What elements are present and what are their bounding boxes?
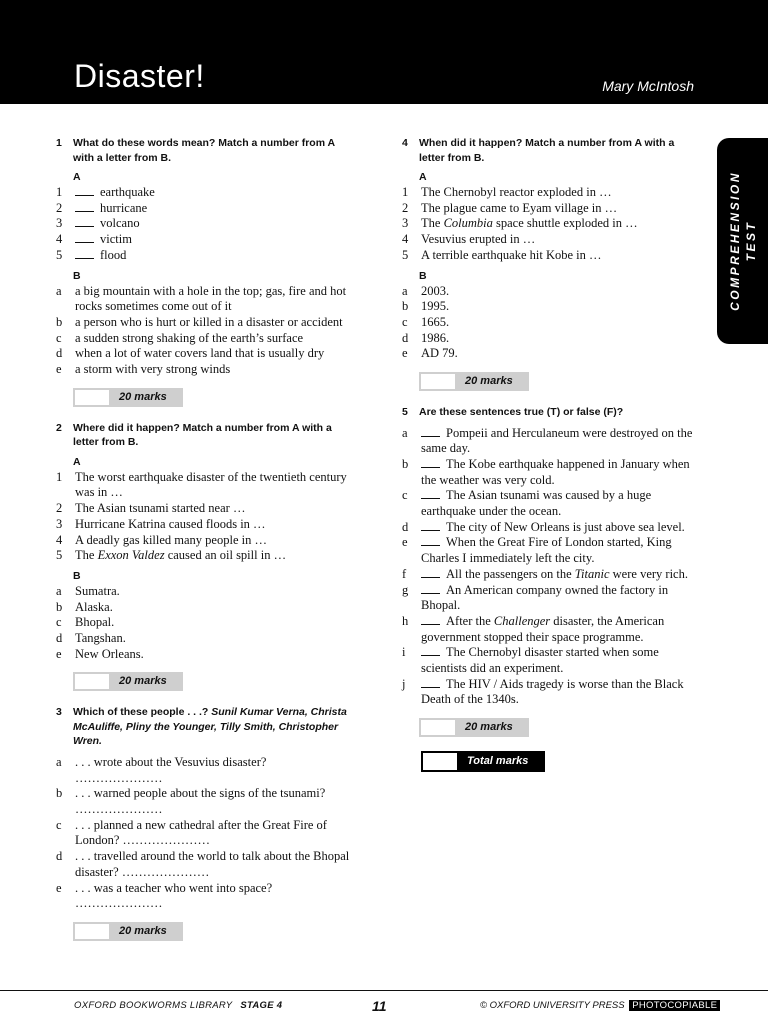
- list-item: [402, 645, 702, 676]
- item-text: [75, 533, 356, 549]
- item-text: [75, 284, 356, 315]
- item-body: All the passengers on the: [446, 566, 575, 581]
- item-text: [75, 786, 356, 817]
- q1-list-a: [56, 185, 356, 264]
- list-item: [402, 488, 702, 519]
- item-text: [75, 501, 356, 517]
- item-key: d: [402, 330, 409, 345]
- item-body: Bhopal.: [75, 615, 115, 630]
- item-body: Vesuvius erupted in …: [421, 232, 536, 247]
- answer-blank[interactable]: [75, 217, 94, 227]
- item-key: a: [56, 283, 62, 298]
- item-key: b: [402, 456, 409, 471]
- item-key: c: [56, 615, 62, 630]
- answer-blank[interactable]: [421, 646, 440, 656]
- marks-label: 20 marks: [119, 390, 167, 403]
- question-3: [56, 705, 356, 749]
- item-text: [75, 315, 356, 331]
- item-text: [75, 470, 356, 501]
- marks-box: [419, 372, 529, 391]
- item-body: New Orleans.: [75, 646, 144, 661]
- q4-list-b: [402, 284, 702, 363]
- item-key: d: [56, 631, 63, 646]
- q2-list-a: [56, 470, 356, 564]
- question-number: 5: [402, 406, 408, 419]
- item-body: . . . warned people about the signs of the tsunami? …………………: [75, 786, 326, 817]
- stage-label: STAGE 4: [240, 1000, 283, 1011]
- item-body: The Chernobyl disaster started when some scientists did an experiment.: [421, 645, 659, 676]
- item-text: [421, 201, 702, 217]
- item-body: When the Great Fire of London started, King Charles I immediately left the city.: [421, 535, 672, 566]
- q2-list-b: [56, 584, 356, 663]
- item-text: [421, 299, 702, 315]
- item-text: [75, 216, 356, 232]
- marks-entry-field[interactable]: [75, 924, 109, 939]
- item-key: c: [402, 314, 408, 329]
- answer-blank[interactable]: [75, 233, 94, 243]
- question-5: [402, 405, 702, 420]
- item-text: [421, 520, 702, 536]
- item-text: [75, 331, 356, 347]
- footer-series: [74, 1000, 282, 1011]
- item-body: . . . planned a new cathedral after the Great Fire of London? …………………: [75, 817, 327, 848]
- list-a-label: A: [73, 171, 81, 183]
- marks-box: [73, 922, 183, 941]
- list-item: [56, 284, 356, 315]
- author-name: Mary McIntosh: [602, 78, 694, 94]
- question-text: Where did it happen? Match a number from A with a letter from B.: [73, 421, 332, 449]
- item-key: a: [56, 754, 62, 769]
- answer-blank[interactable]: [421, 568, 440, 578]
- marks-box: [73, 672, 183, 691]
- item-body: . . . was a teacher who went into space? …………………: [75, 880, 273, 911]
- list-item: [402, 535, 702, 566]
- item-text: [75, 849, 356, 880]
- list-item: [402, 346, 702, 362]
- q1-list-b: [56, 284, 356, 378]
- marks-label: 20 marks: [119, 675, 167, 688]
- item-body: Alaska.: [75, 599, 113, 614]
- item-key: b: [402, 299, 409, 314]
- item-text: [421, 567, 702, 583]
- total-marks-label: Total marks: [467, 755, 529, 768]
- item-body: were very rich.: [609, 566, 688, 581]
- item-body: A terrible earthquake hit Kobe in …: [421, 247, 602, 262]
- item-key: e: [402, 346, 408, 361]
- item-text: [421, 216, 702, 232]
- item-key: 3: [56, 516, 63, 531]
- answer-blank[interactable]: [421, 536, 440, 546]
- answer-blank[interactable]: [421, 584, 440, 594]
- total-marks-box: [421, 751, 545, 772]
- list-a-label: A: [73, 455, 81, 468]
- marks-box: [73, 388, 183, 407]
- item-key: b: [56, 786, 63, 801]
- item-text: [421, 185, 702, 201]
- item-text: [75, 584, 356, 600]
- question-4: [402, 136, 702, 165]
- list-item: [56, 346, 356, 362]
- list-item: [56, 362, 356, 378]
- list-item: [56, 600, 356, 616]
- list-item: [402, 216, 702, 232]
- list-item: [56, 631, 356, 647]
- item-text: [421, 315, 702, 331]
- item-body: Hurricane Katrina caused floods in …: [75, 516, 266, 531]
- photocopiable-badge: PHOTOCOPIABLE: [629, 1000, 720, 1011]
- list-item: [56, 315, 356, 331]
- q4-list-a: [402, 185, 702, 264]
- item-key: i: [402, 645, 406, 660]
- item-text: [421, 331, 702, 347]
- answer-blank[interactable]: [75, 186, 94, 196]
- answer-blank[interactable]: [75, 202, 94, 212]
- marks-entry-field[interactable]: [421, 374, 455, 389]
- marks-box: [419, 718, 529, 737]
- marks-label: 20 marks: [119, 925, 167, 937]
- item-body: The Chernobyl reactor exploded in …: [421, 185, 612, 199]
- item-text: [75, 232, 356, 248]
- item-text: [421, 488, 702, 519]
- page-number: 11: [372, 998, 387, 1014]
- item-text: [421, 457, 702, 488]
- list-item: [402, 677, 702, 708]
- item-key: e: [56, 880, 62, 895]
- people-names: Sunil Kumar Verna, Christa McAuliffe, Pliny the Younger, Tilly Smith, Christopher Wren.: [73, 706, 347, 748]
- item-key: e: [56, 362, 62, 377]
- item-text: [421, 614, 702, 645]
- list-item: [56, 232, 356, 248]
- question-number: 1: [56, 137, 62, 149]
- item-text: [75, 362, 356, 378]
- item-body: AD 79.: [421, 346, 458, 361]
- list-item: [56, 533, 356, 549]
- list-item: [56, 786, 356, 817]
- question-text: When did it happen? Match a number from A with a letter from B.: [419, 137, 675, 164]
- item-text: [75, 631, 356, 647]
- item-body: A deadly gas killed many people in …: [75, 532, 267, 547]
- item-body: The city of New Orleans is just above sea level.: [446, 519, 685, 534]
- item-body: Pompeii and Herculaneum were destroyed on the same day.: [421, 425, 693, 456]
- tab-line-1: COMPREHENSION: [727, 171, 742, 311]
- item-text: [421, 583, 702, 614]
- item-key: 5: [56, 548, 63, 563]
- item-body: The HIV / Aids tragedy is worse than the Black Death of the 1340s.: [421, 676, 684, 707]
- list-item: [56, 849, 356, 880]
- item-key: 2: [56, 501, 63, 516]
- list-item: [56, 248, 356, 264]
- item-key: 2: [402, 200, 409, 215]
- item-text: [421, 426, 702, 457]
- item-body: flood: [100, 247, 127, 262]
- item-key: 5: [56, 247, 63, 262]
- item-key: e: [402, 535, 408, 550]
- list-item: [402, 614, 702, 645]
- question-1: [56, 136, 356, 165]
- item-body: Sumatra.: [75, 583, 120, 598]
- list-item: [402, 520, 702, 536]
- answer-blank[interactable]: [421, 521, 440, 531]
- item-body: 1995.: [421, 299, 450, 314]
- item-body: a person who is hurt or killed in a disaster or accident: [75, 314, 343, 329]
- marks-label: 20 marks: [465, 375, 513, 388]
- list-item: [56, 470, 356, 501]
- list-a-label: A: [419, 171, 427, 183]
- item-body: caused an oil spill in …: [164, 548, 287, 563]
- item-key: 1: [56, 469, 63, 484]
- item-body: victim: [100, 232, 132, 247]
- answer-blank[interactable]: [421, 458, 440, 468]
- series-name: OXFORD BOOKWORMS LIBRARY: [74, 1000, 233, 1011]
- marks-label: 20 marks: [465, 721, 513, 734]
- footer-publisher: [480, 1000, 720, 1011]
- left-column: [56, 136, 356, 955]
- item-key: 3: [56, 216, 63, 231]
- item-body: space shuttle exploded in …: [492, 216, 638, 231]
- item-key: d: [56, 849, 63, 864]
- list-item: [402, 248, 702, 264]
- item-italic: Columbia: [443, 216, 493, 231]
- item-body: The: [421, 216, 444, 231]
- item-key: 5: [402, 247, 409, 262]
- item-text: [75, 600, 356, 616]
- list-item: [56, 517, 356, 533]
- list-item: [402, 299, 702, 315]
- item-text: [75, 881, 356, 912]
- question-text: [73, 705, 356, 749]
- list-item: [56, 331, 356, 347]
- item-text: [421, 346, 702, 362]
- item-key: c: [402, 488, 408, 503]
- item-body: After the: [446, 613, 494, 628]
- question-number: 3: [56, 706, 62, 719]
- item-body: a big mountain with a hole in the top; gas, fire and hot rocks sometimes come out of it: [75, 283, 347, 314]
- item-key: 2: [56, 200, 63, 215]
- list-item: [56, 818, 356, 849]
- list-item: [402, 201, 702, 217]
- answer-blank[interactable]: [421, 427, 440, 437]
- item-body: The plague came to Eyam village in …: [421, 200, 618, 215]
- item-body: The Kobe earthquake happened in January when the weather was very cold.: [421, 456, 690, 487]
- item-italic: Titanic: [574, 566, 610, 581]
- list-b-label: B: [73, 569, 81, 582]
- list-item: [402, 232, 702, 248]
- item-text: [75, 647, 356, 663]
- item-text: [75, 201, 356, 217]
- question-number: 4: [402, 137, 408, 149]
- item-text: [421, 248, 702, 264]
- list-item: [56, 185, 356, 201]
- item-text: [75, 615, 356, 631]
- item-body: An American company owned the factory in Bhopal.: [421, 582, 669, 613]
- item-body: The worst earthquake disaster of the twentieth century was in …: [75, 469, 347, 500]
- item-key: 4: [56, 532, 63, 547]
- list-item: [402, 331, 702, 347]
- list-item: [402, 567, 702, 583]
- item-body: disaster, the American government stopped their space programme.: [421, 613, 665, 644]
- right-column: [402, 136, 702, 772]
- list-item: [402, 284, 702, 300]
- q5-list: [402, 426, 702, 709]
- item-body: earthquake: [100, 185, 155, 199]
- page-title: Disaster!: [74, 58, 205, 94]
- item-key: d: [402, 519, 409, 534]
- marks-entry-field[interactable]: [75, 674, 109, 689]
- question-text: What do these words mean? Match a number from A with a letter from B.: [73, 137, 335, 164]
- list-item: [402, 583, 702, 614]
- list-item: [56, 216, 356, 232]
- item-body: The Asian tsunami was caused by a huge earthquake under the ocean.: [421, 488, 652, 519]
- comprehension-test-tab: [717, 138, 768, 344]
- list-item: [56, 201, 356, 217]
- item-body: a sudden strong shaking of the earth’s surface: [75, 330, 304, 345]
- item-key: a: [402, 283, 408, 298]
- question-text: Are these sentences true (T) or false (F)?: [419, 406, 624, 419]
- answer-blank[interactable]: [75, 249, 94, 259]
- question-2: [56, 421, 356, 450]
- item-key: 4: [402, 232, 409, 247]
- item-key: g: [402, 582, 409, 597]
- list-item: [402, 426, 702, 457]
- item-body: The: [75, 548, 98, 563]
- marks-entry-field[interactable]: [421, 720, 455, 735]
- marks-entry-field[interactable]: [75, 390, 109, 405]
- item-body: Tangshan.: [75, 631, 126, 646]
- item-body: a storm with very strong winds: [75, 362, 231, 377]
- list-item: [402, 315, 702, 331]
- item-key: b: [56, 599, 63, 614]
- item-text: [421, 535, 702, 566]
- item-italic: Challenger: [493, 613, 551, 628]
- item-body: 1665.: [421, 314, 450, 329]
- question-number: 2: [56, 421, 62, 434]
- item-key: 3: [402, 216, 409, 231]
- item-text: [75, 346, 356, 362]
- item-body: when a lot of water covers land that is usually dry: [75, 346, 325, 361]
- item-key: h: [402, 613, 409, 628]
- item-text: [75, 248, 356, 264]
- item-key: c: [56, 330, 62, 345]
- publisher-name: © OXFORD UNIVERSITY PRESS: [480, 1000, 625, 1011]
- list-item: [56, 647, 356, 663]
- list-item: [56, 755, 356, 786]
- answer-blank[interactable]: [421, 678, 440, 688]
- item-body: . . . travelled around the world to talk about the Bhopal disaster? …………………: [75, 849, 350, 879]
- answer-blank[interactable]: [421, 615, 440, 625]
- item-body: The Asian tsunami started near …: [75, 501, 246, 516]
- item-key: d: [56, 346, 63, 361]
- item-italic: Exxon Valdez: [97, 548, 165, 563]
- q3-list: [56, 755, 356, 912]
- item-body: 2003.: [421, 283, 450, 298]
- item-key: a: [402, 425, 408, 440]
- item-key: e: [56, 646, 62, 661]
- item-text: [75, 548, 356, 564]
- list-item: [56, 501, 356, 517]
- item-key: b: [56, 314, 63, 329]
- header-bar: [0, 0, 768, 104]
- item-key: c: [56, 817, 62, 832]
- item-key: 1: [402, 185, 409, 199]
- item-text: [421, 677, 702, 708]
- list-b-label: B: [73, 269, 81, 282]
- list-b-label: B: [419, 269, 427, 282]
- item-text: [421, 232, 702, 248]
- list-item: [56, 584, 356, 600]
- list-item: [402, 185, 702, 201]
- item-text: [421, 645, 702, 676]
- footer-rule: [0, 990, 768, 991]
- item-body: . . . wrote about the Vesuvius disaster? …………………: [75, 754, 267, 785]
- list-item: [56, 615, 356, 631]
- answer-blank[interactable]: [421, 489, 440, 499]
- question-prompt: Which of these people . . .?: [73, 706, 209, 719]
- item-text: [75, 818, 356, 849]
- item-text: [75, 185, 356, 201]
- total-marks-entry-field[interactable]: [423, 753, 457, 770]
- item-text: [75, 517, 356, 533]
- item-key: j: [402, 676, 406, 691]
- item-key: a: [56, 583, 62, 598]
- list-item: [56, 881, 356, 912]
- list-item: [56, 548, 356, 564]
- item-body: 1986.: [421, 330, 450, 345]
- item-key: 1: [56, 185, 63, 199]
- item-key: 4: [56, 232, 63, 247]
- item-body: hurricane: [100, 200, 148, 215]
- tab-line-2: TEST: [743, 220, 758, 262]
- item-text: [75, 755, 356, 786]
- item-text: [421, 284, 702, 300]
- item-key: f: [402, 566, 407, 581]
- item-body: volcano: [100, 216, 140, 231]
- list-item: [402, 457, 702, 488]
